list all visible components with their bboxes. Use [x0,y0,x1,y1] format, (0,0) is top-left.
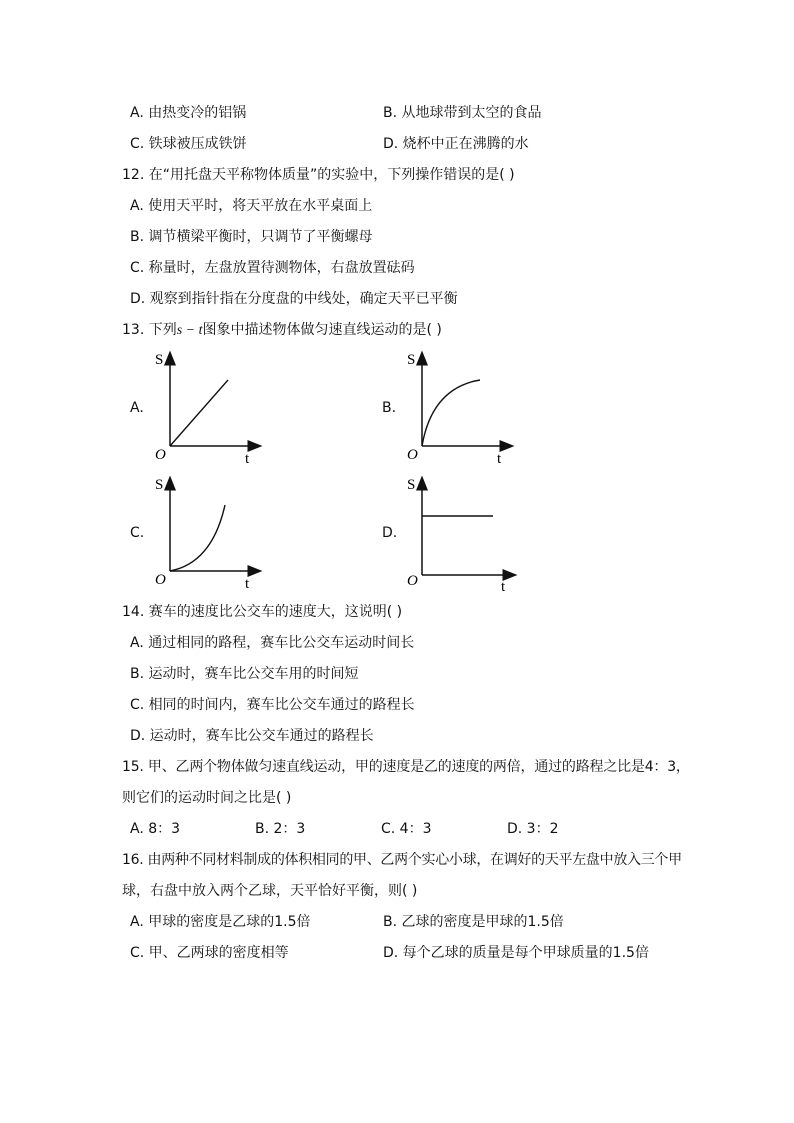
q13-stem-prefix: 13. 下列 [122,322,177,338]
q15-option-d: D. 3：2 [507,821,559,837]
q12-option-d: D. 观察到指针指在分度盘的中线处，确定天平已平衡 [130,291,458,307]
graph-c-origin: O [155,572,166,588]
graph-c [150,475,260,590]
q15-option-b: B. 2：3 [255,821,306,837]
q14-option-a: A. 通过相同的路程，赛车比公交车运动时间长 [130,635,415,651]
graph-d-y-label: S [407,477,416,493]
graph-c-y-label: S [155,477,164,493]
q13-stem [122,320,442,341]
graph-a-curve [170,380,228,446]
graph-c-letter: C. [130,525,145,541]
graph-d-origin: O [407,573,418,589]
graph-a [150,350,260,465]
q15-option-a: A. 8：3 [130,821,181,837]
q11-option-a: A. 由热变冷的铝锅 [130,105,247,121]
q15-stem-line2: 则它们的运动时间之比是( ) [122,790,292,806]
graph-b-letter: B. [382,400,397,416]
graph-c-x-label: t [245,576,250,592]
graph-b-origin: O [407,447,418,463]
q13-stem-math: s − t [176,323,203,338]
q11-option-c: C. 铁球被压成铁饼 [130,136,247,152]
q14-stem: 14. 赛车的速度比公交车的速度大，这说明( ) [122,604,403,620]
graph-c-curve [170,505,225,571]
graph-d [402,475,517,595]
q16-stem-line1: 16. 由两种不同材料制成的体积相同的甲、乙两个实心小球，在调好的天平左盘中放入三个甲 [122,852,682,868]
q13-stem-suffix: 图象中描述物体做匀速直线运动的是( ) [202,322,442,338]
graph-b-x-label: t [497,451,502,467]
q14-option-c: C. 相同的时间内，赛车比公交车通过的路程长 [130,697,415,713]
graph-a-y-label: S [155,352,164,368]
q14-option-b: B. 运动时，赛车比公交车用的时间短 [130,666,359,682]
graph-b-y-label: S [407,352,416,368]
q12-option-c: C. 称量时，左盘放置待测物体，右盘放置砝码 [130,260,415,276]
q16-stem-line2: 球，右盘中放入两个乙球，天平恰好平衡，则( ) [122,883,418,899]
q16-option-c: C. 甲、乙两球的密度相等 [130,945,289,961]
q11-option-d: D. 烧杯中正在沸腾的水 [383,136,529,152]
graph-d-x-label: t [501,579,506,595]
graph-a-letter: A. [130,400,144,416]
graph-b-curve [422,380,480,446]
q12-option-b: B. 调节横梁平衡时，只调节了平衡螺母 [130,229,373,245]
q16-option-b: B. 乙球的密度是甲球的1.5倍 [383,914,564,930]
q11-option-b: B. 从地球带到太空的食品 [383,105,542,121]
q15-option-c: C. 4：3 [381,821,432,837]
q12-option-a: A. 使用天平时，将天平放在水平桌面上 [130,198,373,214]
graph-a-x-label: t [245,451,250,467]
q14-option-d: D. 运动时，赛车比公交车通过的路程长 [130,728,374,744]
q16-option-d: D. 每个乙球的质量是每个甲球质量的1.5倍 [383,945,649,961]
graph-a-origin: O [155,447,166,463]
q15-stem-line1: 15. 甲、乙两个物体做匀速直线运动，甲的速度是乙的速度的两倍，通过的路程之比是4：3， [122,759,690,775]
q12-stem: 12. 在“用托盘天平称物体质量”的实验中，下列操作错误的是( ) [122,167,515,183]
graph-d-letter: D. [382,525,398,541]
graph-b [402,350,512,465]
q16-option-a: A. 甲球的密度是乙球的1.5倍 [130,914,311,930]
